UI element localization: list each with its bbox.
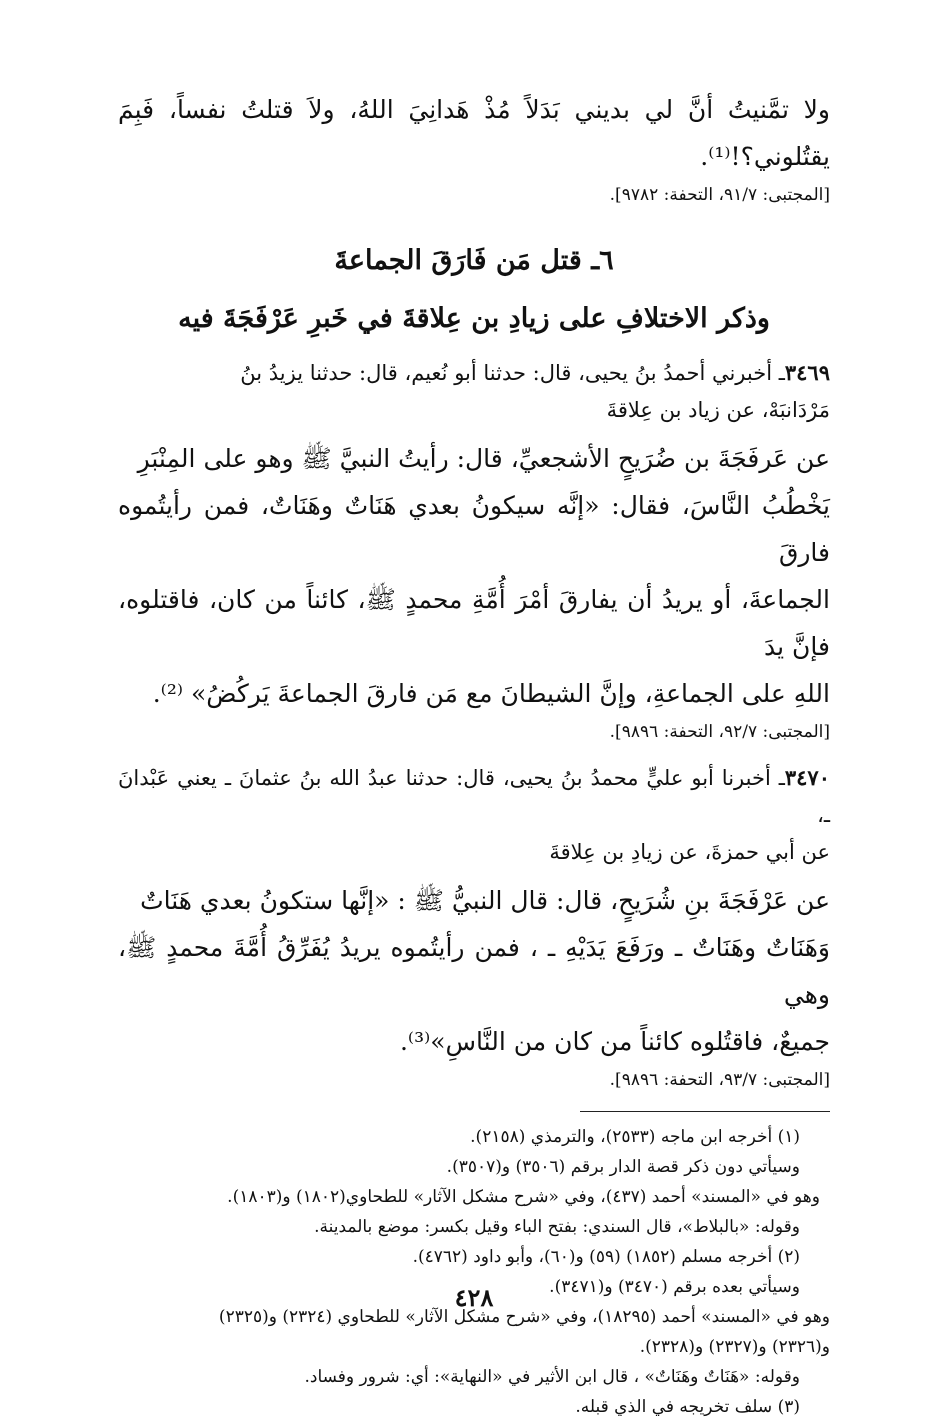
isnad-text: ـ أخبرنا أبو عليٍّ محمدُ بنُ يحيى، قال: حدثنا عبدُ الله بنُ عثمانَ ـ يعني عَبْدانَ ـ، bbox=[118, 766, 830, 827]
hadith-3470-matn bbox=[118, 877, 830, 1065]
matn-line: اللهِ على الجماعةِ، وإنَّ الشيطانَ مع مَن فارقَ الجماعةَ يَركُضُ» ⁽²⁾. bbox=[152, 679, 830, 708]
footnote-line: (٣) سلف تخريجه في الذي قبله. bbox=[575, 1397, 800, 1417]
footnote-line: (٢) أخرجه مسلم (١٨٥٢) (٥٩) و(٦٠)، وأبو داود (٤٧٦٢). bbox=[412, 1247, 800, 1267]
isnad-text: ـ أخبرني أحمدُ بنُ يحيى، قال: حدثنا أبو نُعيم، قال: حدثنا يزيدُ بنُ bbox=[240, 361, 785, 385]
page-number: ٤٢٨ bbox=[454, 1283, 494, 1312]
hadith-3469-matn bbox=[118, 435, 830, 717]
matn-line: عن عَرْفَجَةَ بنِ شُرَيحٍ، قال: قال النبيُّ ﷺ : «إنَّها ستكونُ بعدي هَنَاتٌ bbox=[140, 886, 830, 915]
hadith-number: ٣٤٦٩ bbox=[784, 360, 830, 385]
matn-line: وَهَنَاتٌ وهَنَاتٌ ـ ورَفَعَ يَدَيْهِ ـ ، فمن رأيتُموه يريدُ يُفَرِّقُ أُمَّةَ محمدٍ ﷺ، وهي bbox=[118, 933, 831, 1009]
section-title: ٦ـ قتل مَن فَارَقَ الجماعةَ bbox=[334, 245, 614, 276]
hadith-3470-reference: [المجتبى: ٩٣/٧، التحفة: ٩٨٩٦]. bbox=[609, 1070, 830, 1090]
footnote-line: وسيأتي دون ذكر قصة الدار برقم (٣٥٠٦) و(٣٥٠٧). bbox=[446, 1157, 800, 1177]
matn-line: يَخْطُبُ النَّاسَ، فقال: «إنَّه سيكونُ بعدي هَنَاتٌ وهَنَاتٌ، فمن رأيتُموه فارقَ bbox=[118, 491, 830, 567]
matn-line: عن عَرفَجَةَ بن ضُرَيحٍ الأشجعيِّ، قال: رأيتُ النبيَّ ﷺ وهو على المِنْبَرِ bbox=[137, 444, 830, 473]
footnote-line: وقوله: «هَنَاتٌ وهَنَاتٌ» ، قال ابن الأثير في «النهاية»: أي: شرور وفساد. bbox=[304, 1367, 800, 1387]
matn-line: جميعٌ، فاقتُلوه كائناً من كان من النَّاسِ»⁽³⁾. bbox=[399, 1027, 830, 1056]
hadith-3469-reference: [المجتبى: ٩٢/٧، التحفة: ٩٨٩٦]. bbox=[609, 722, 830, 742]
hadith-3469-isnad bbox=[118, 354, 830, 392]
hadith-3470-isnad-cont: عن أبي حمزةَ، عن زيادِ بن عِلاقةَ bbox=[549, 840, 830, 864]
intro-text: ولا تمَّنيتُ أنَّ لي بديني بَدَلاً مُذْ هَدانِيَ اللهُ، ولاَ قتلتُ نفساً، فَبِمَ يقتُلوني؟!⁽¹⁾. bbox=[118, 95, 830, 171]
page-body bbox=[118, 86, 830, 1422]
intro-reference: [المجتبى: ٩١/٧، التحفة: ٩٧٨٢]. bbox=[609, 185, 830, 205]
footnote-line: (١) أخرجه ابن ماجه (٢٥٣٣)، والترمذي (٢١٥٨). bbox=[470, 1127, 800, 1147]
footnote-separator bbox=[580, 1111, 830, 1112]
footnote-line: و(٢٣٢٦) و(٢٣٢٧) و(٢٣٢٨). bbox=[639, 1337, 830, 1357]
footnote-line: وهو في «المسند» أحمد (١٨٢٩٥)، وفي «شرح مشكل الآثار» للطحاوي (٢٣٢٤) و(٢٣٢٥) bbox=[218, 1307, 830, 1327]
footnotes bbox=[118, 1122, 830, 1422]
hadith-3470-isnad bbox=[118, 759, 830, 834]
footnote-line: وقوله: «بالبلاط»، قال السندي: بفتح الباء وقيل بكسر: موضع بالمدينة. bbox=[314, 1217, 800, 1237]
section-subtitle: وذكر الاختلافِ على زيادِ بن عِلاقةَ في خَبرِ عَرْفَجَةَ فيه bbox=[178, 303, 770, 334]
matn-line: الجماعةَ، أو يريدُ أن يفارقَ أمْرَ أُمَّةِ محمدٍ ﷺ، كائناً من كان، فاقتلوه، فإنَّ يدَ bbox=[118, 585, 830, 661]
hadith-3469-isnad-cont: مَرْدَانبَهْ، عن زياد بن عِلاقةَ bbox=[606, 398, 830, 422]
hadith-number: ٣٤٧٠ bbox=[784, 765, 830, 790]
footnote-line: وهو في «المسند» أحمد (٤٣٧)، وفي «شرح مشكل الآثار» للطحاوي(١٨٠٢) و(١٨٠٣). bbox=[227, 1187, 820, 1207]
footnote-line: وسيأتي بعده برقم (٣٤٧٠) و(٣٤٧١). bbox=[549, 1277, 800, 1297]
